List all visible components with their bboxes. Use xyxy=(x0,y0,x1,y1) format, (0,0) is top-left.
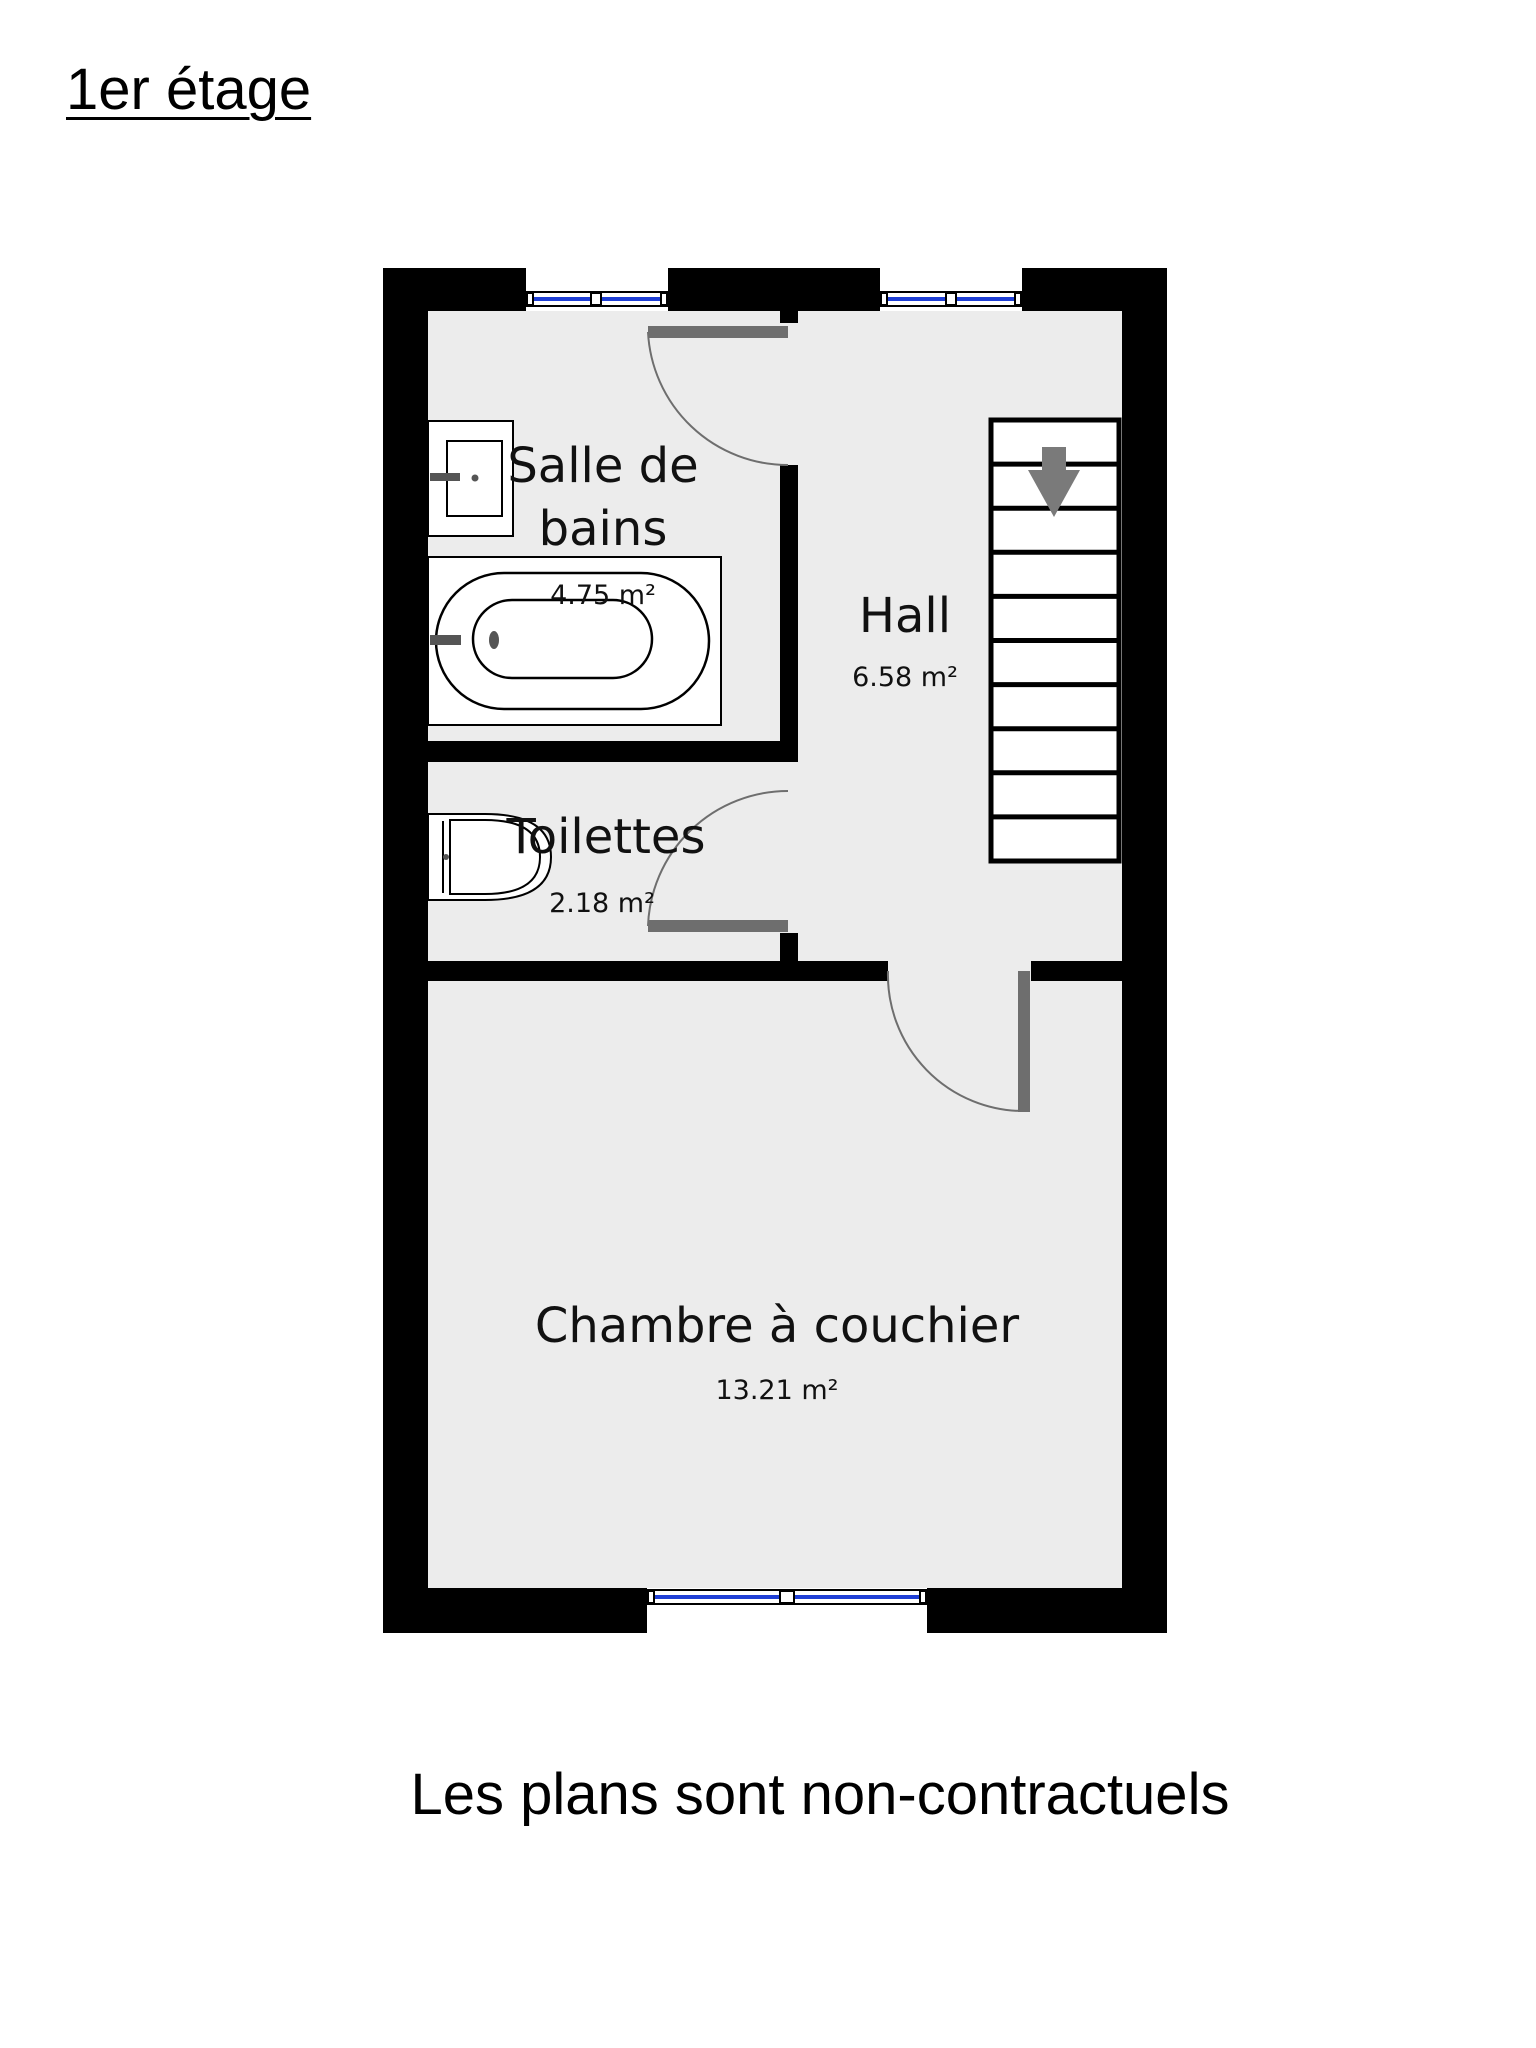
page-title: 1er étage xyxy=(66,57,312,122)
room-name-bedroom: Chambre à couchier xyxy=(534,1298,1020,1354)
sink-icon xyxy=(428,421,513,536)
room-area-bathroom: 4.75 m² xyxy=(550,580,656,611)
window-bathroom xyxy=(526,292,668,306)
window-bedroom xyxy=(647,1590,927,1604)
room-name-bathroom-line2: bains xyxy=(538,501,668,557)
room-name-bathroom: Salle de xyxy=(507,438,699,494)
staircase xyxy=(991,420,1119,861)
disclaimer-text: Les plans sont non-contractuels xyxy=(410,1762,1230,1827)
window-hall xyxy=(880,292,1022,306)
room-area-bedroom: 13.21 m² xyxy=(715,1375,839,1406)
room-name-toilets: Toilettes xyxy=(506,809,706,865)
room-area-hall: 6.58 m² xyxy=(852,662,958,693)
room-area-toilets: 2.18 m² xyxy=(549,888,655,919)
room-name-hall: Hall xyxy=(858,588,952,644)
